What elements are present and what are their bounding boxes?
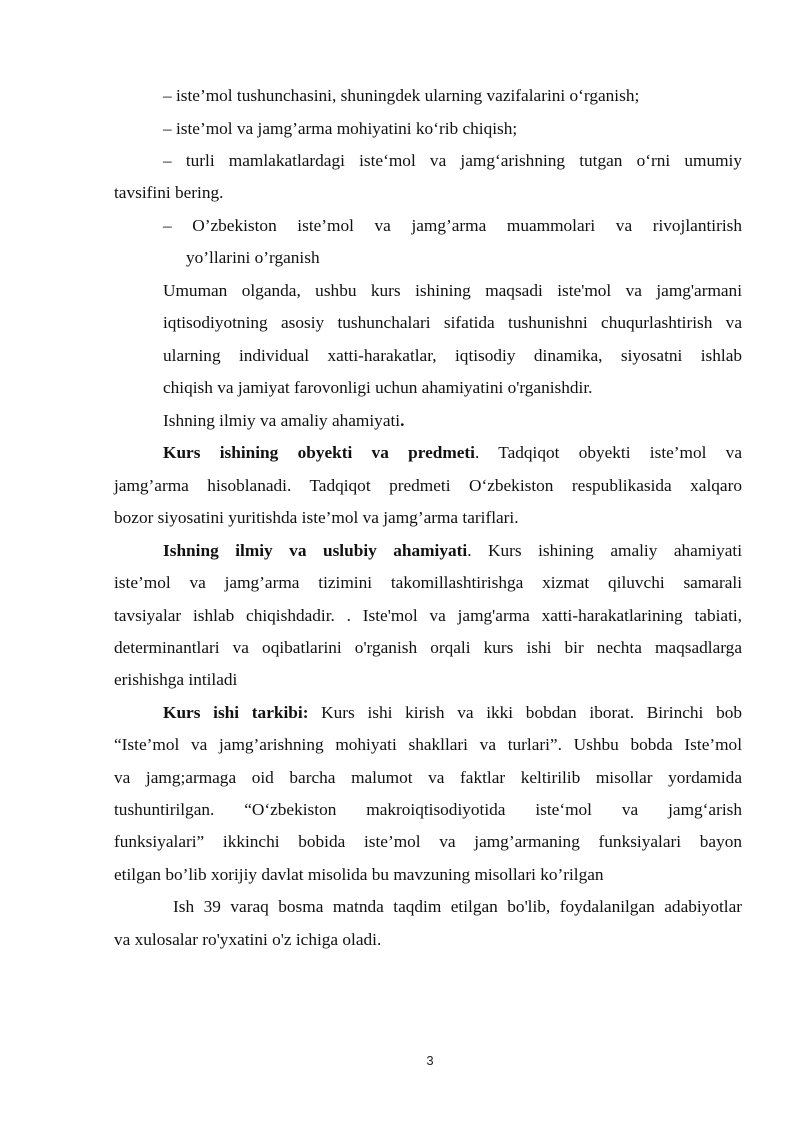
list-item: – iste’mol tushunchasini, shuningdek ularning vazifalarini o‘rganish; xyxy=(163,86,640,105)
paragraph-line: Ish 39 varaq bosma matnda taqdim etilgan bo'lib, foydalanilgan adabiyotlar xyxy=(173,897,742,916)
list-item-continuation: tavsifini bering. xyxy=(114,183,224,202)
paragraph-line: va jamg;armaga oid barcha malumot va faktlar keltirilib misollar yordamida xyxy=(114,768,742,787)
paragraph-line: “Iste’mol va jamg’arishning mohiyati shakllari va turlari”. Ushbu bobda Iste’mol xyxy=(114,735,742,754)
paragraph-line: va xulosalar ro'yxatini o'z ichiga oladi. xyxy=(114,930,382,949)
paragraph-line: Umuman olganda, ushbu kurs ishining maqsadi iste'mol va jamg'armani xyxy=(163,281,742,300)
object-heading: Kurs ishining obyekti va predmeti xyxy=(163,443,475,462)
paragraph-line: jamg’arma hisoblanadi. Tadqiqot predmeti O‘zbekiston respublikasida xalqaro xyxy=(114,476,742,495)
paragraph-line: etilgan bo’lib xorijiy davlat misolida bu mavzuning misollari ko’rilgan xyxy=(114,865,604,884)
paragraph-line xyxy=(163,535,742,568)
importance-heading: Ishning ilmiy va uslubiy ahamiyati xyxy=(163,541,468,560)
paragraph-line: tushuntirilgan. “O‘zbekiston makroiqtisodiyotida iste‘mol va jamg‘arish xyxy=(114,800,742,819)
list-item: – iste’mol va jamg’arma mohiyatini ko‘rib chiqish; xyxy=(163,119,518,138)
significance-dot: . xyxy=(400,411,405,430)
paragraph-line: bozor siyosatini yuritishda iste’mol va jamg’arma tariflari. xyxy=(114,508,519,527)
paragraph-line: iqtisodiyotning asosiy tushunchalari sifatida tushunishni chuqurlashtirish va xyxy=(163,313,742,332)
significance-line xyxy=(163,405,404,438)
significance-text: Ishning ilmiy va amaliy ahamiyati xyxy=(163,411,401,430)
paragraph-line: determinantlari va oqibatlarini o'rganish orqali kurs ishi bir nechta maqsadlarga xyxy=(114,638,742,657)
paragraph-line: erishishga intiladi xyxy=(114,670,238,689)
structure-text: Kurs ishi kirish va ikki bobdan iborat. Birinchi bob xyxy=(308,703,742,722)
importance-text: . Kurs ishining amaliy ahamiyati xyxy=(467,541,742,560)
paragraph-line: iste’mol va jamg’arma tizimini takomillashtirishga xizmat qiluvchi samarali xyxy=(114,573,742,592)
paragraph-line xyxy=(163,437,742,470)
paragraph-line: tavsiyalar ishlab chiqishdadir. . Iste'mol va jamg'arma xatti-harakatlarining tabiati, xyxy=(114,606,742,625)
page-number: 3 xyxy=(426,1053,434,1068)
list-item-continuation: yo’llarini o’rganish xyxy=(186,248,320,267)
list-item: – turli mamlakatlardagi iste‘mol va jamg‘arishning tutgan o‘rni umumiy xyxy=(163,151,742,170)
paragraph-line: ularning individual xatti-harakatlar, iqtisodiy dinamika, siyosatni ishlab xyxy=(163,346,742,365)
object-text: . Tadqiqot obyekti iste’mol va xyxy=(474,443,742,462)
paragraph-line: funksiyalari” ikkinchi bobida iste’mol va jamg’armaning funksiyalari bayon xyxy=(114,832,742,851)
paragraph-line: chiqish va jamiyat farovonligi uchun ahamiyatini o'rganishdir. xyxy=(163,378,593,397)
paragraph-line xyxy=(163,697,742,730)
list-item: – O’zbekiston iste’mol va jamg’arma muammolari va rivojlantirish xyxy=(163,216,742,235)
structure-heading: Kurs ishi tarkibi: xyxy=(163,703,309,722)
